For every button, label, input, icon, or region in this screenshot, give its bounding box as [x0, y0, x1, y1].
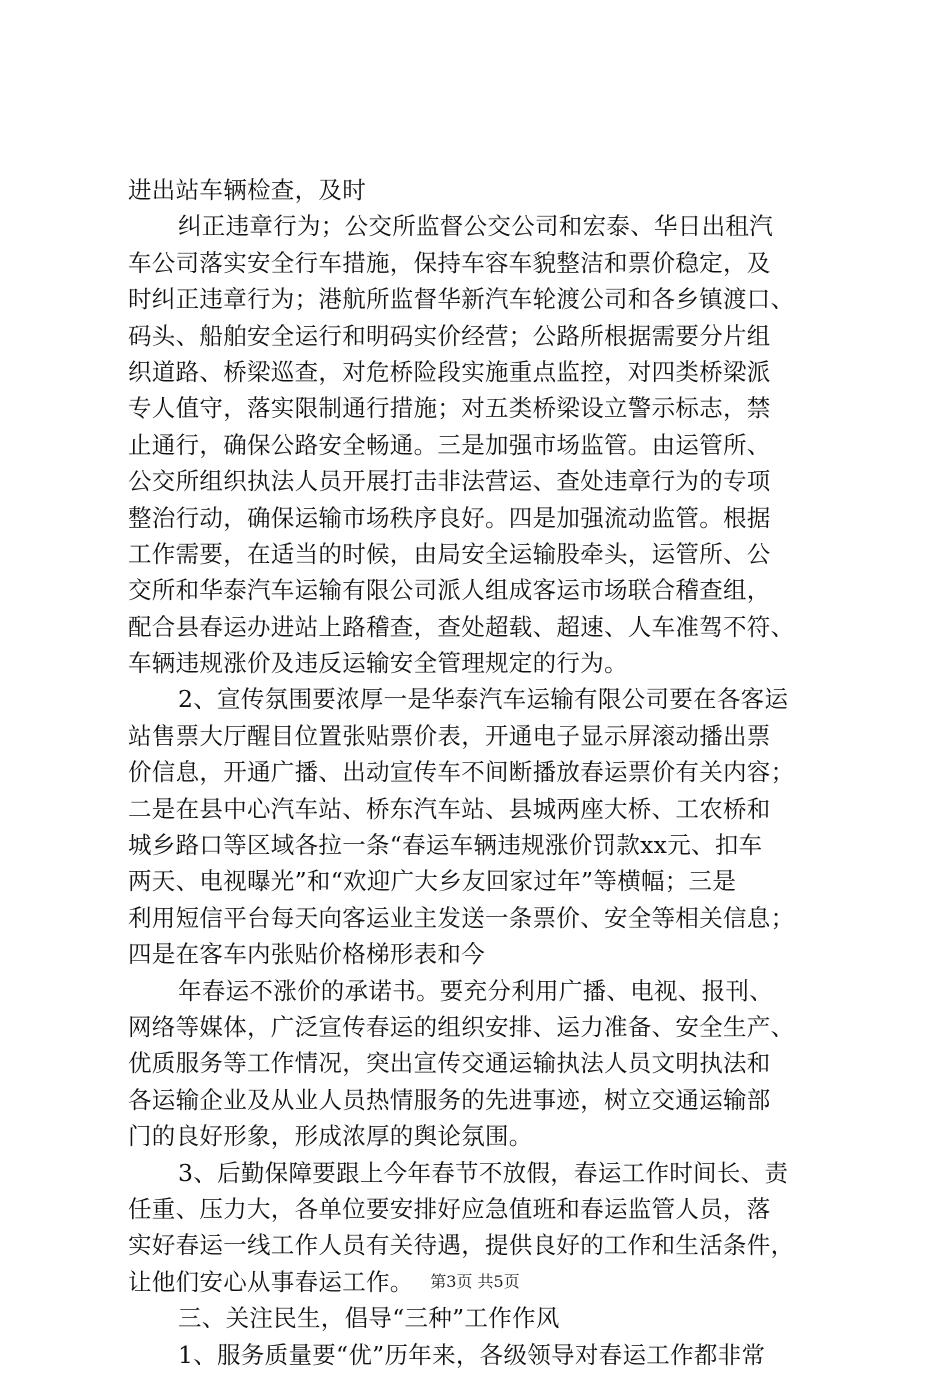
page-number: 第3页 共5页 — [430, 1272, 520, 1291]
text-line: 织道路、桥梁巡查，对危桥险段实施重点监控，对四类桥梁派 — [128, 357, 771, 386]
text-line: 城乡路口等区域各拉一条“春运车辆违规涨价罚款xx元、扣车 — [128, 831, 763, 860]
page-footer — [0, 1272, 950, 1292]
text-line: 车辆违规涨价及违反运输安全管理规定的行为。 — [128, 649, 628, 678]
text-line: 整治行动，确保运输市场秩序良好。四是加强流动监管。根据 — [128, 503, 771, 532]
text-line: 让他们安心从事春运工作。 — [128, 1267, 414, 1296]
text-line: 价信息，开通广播、出动宣传车不间断播放春运票价有关内容； — [128, 758, 795, 787]
text-line: 时纠正违章行为；港航所监督华新汽车轮渡公司和各乡镇渡口、 — [128, 285, 795, 314]
text-line: 二是在县中心汽车站、桥东汽车站、县城两座大桥、工农桥和 — [128, 794, 771, 823]
text-line: 年春运不涨价的承诺书。要充分利用广播、电视、报刊、 — [178, 976, 773, 1005]
document-body — [128, 172, 848, 1373]
text-line: 1、服务质量要“优”历年来，各级领导对春运工作都非常 — [178, 1340, 766, 1369]
text-line: 各运输企业及从业人员热情服务的先进事迹，树立交通运输部 — [128, 1085, 771, 1114]
text-line: 任重、压力大，各单位要安排好应急值班和春运监管人员，落 — [128, 1194, 771, 1223]
text-line: 2、宣传氛围要浓厚一是华泰汽车运输有限公司要在各客运 — [178, 685, 789, 714]
text-line: 进出站车辆检查，及时 — [128, 176, 366, 204]
text-line: 码头、船舶安全运行和明码实价经营；公路所根据需要分片组 — [128, 321, 771, 350]
text-line: 交所和华泰汽车运输有限公司派人组成客运市场联合稽查组， — [128, 576, 771, 605]
text-line: 优质服务等工作情况，突出宣传交通运输执法人员文明执法和 — [128, 1049, 771, 1078]
section-heading: 三、关注民生，倡导“三种”工作作风 — [178, 1304, 560, 1333]
text-line: 专人值守，落实限制通行措施；对五类桥梁设立警示标志，禁 — [128, 394, 771, 423]
text-line: 配合县春运办进站上路稽查，查处超载、超速、人车准驾不符、 — [128, 612, 795, 641]
text-line: 四是在客车内张贴价格梯形表和今 — [128, 940, 485, 969]
text-line: 利用短信平台每天向客运业主发送一条票价、安全等相关信息； — [128, 903, 795, 932]
text-line: 工作需要，在适当的时候，由局安全运输股牵头，运管所、公 — [128, 539, 771, 568]
text-line: 止通行，确保公路安全畅通。三是加强市场监管。由运管所、 — [128, 430, 771, 459]
text-line: 门的良好形象，形成浓厚的舆论氛围。 — [128, 1122, 533, 1151]
text-line: 两天、电视曝光”和“欢迎广大乡友回家过年”等横幅；三是 — [128, 867, 737, 896]
text-line: 公交所组织执法人员开展打击非法营运、查处违章行为的专项 — [128, 467, 771, 496]
text-line: 实好春运一线工作人员有关待遇，提供良好的工作和生活条件， — [128, 1231, 795, 1260]
text-line: 网络等媒体，广泛宣传春运的组织安排、运力准备、安全生产、 — [128, 1012, 795, 1041]
text-line: 站售票大厅醒目位置张贴票价表，开通电子显示屏滚动播出票 — [128, 721, 771, 750]
text-line: 3、后勤保障要跟上今年春节不放假，春运工作时间长、责 — [178, 1158, 789, 1187]
text-line: 车公司落实安全行车措施，保持车容车貌整洁和票价稳定，及 — [128, 248, 771, 277]
text-line: 纠正违章行为；公交所监督公交公司和宏泰、华日出租汽 — [178, 212, 773, 241]
